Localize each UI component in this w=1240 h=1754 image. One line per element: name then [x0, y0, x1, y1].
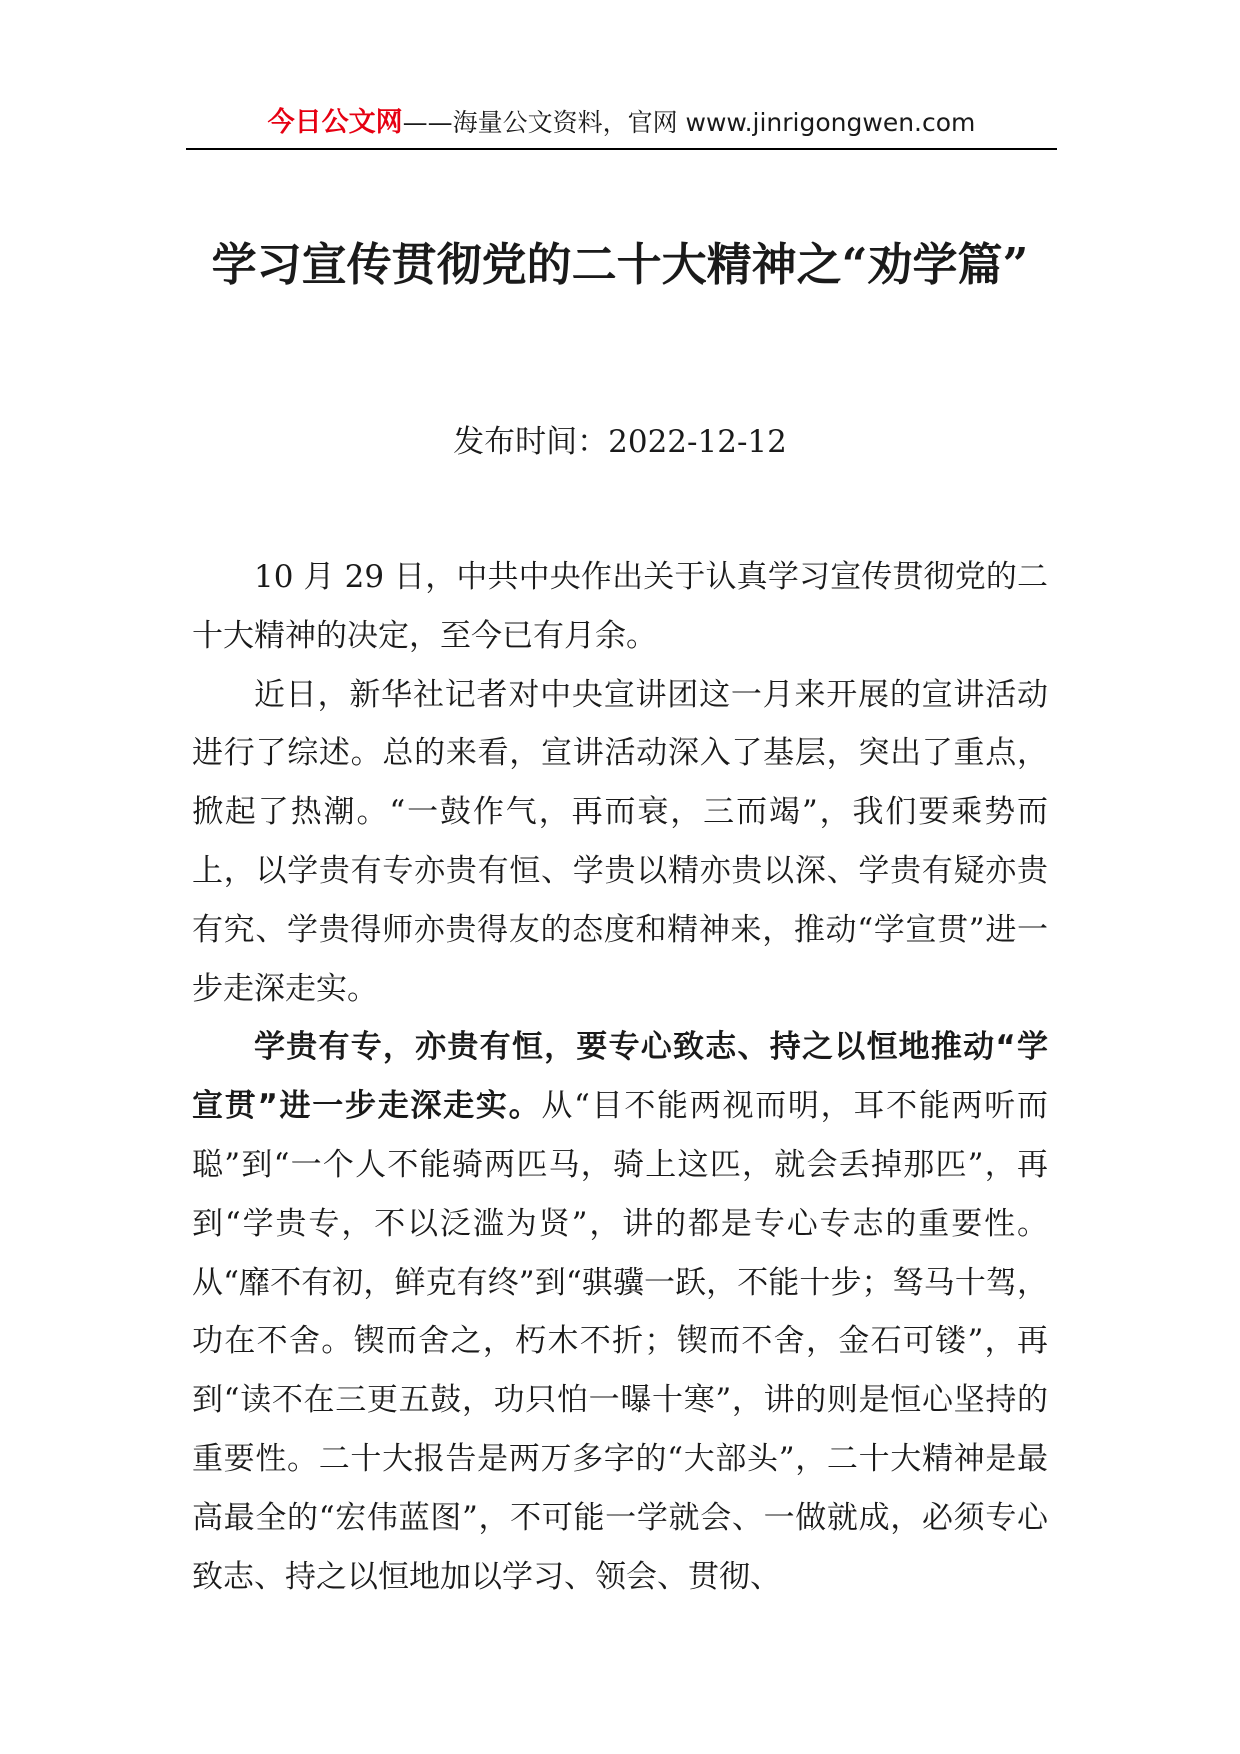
paragraph — [192, 666, 1048, 1019]
paragraph — [192, 548, 1048, 666]
paragraph-text: 10 月 29 日，中共中央作出关于认真学习宣传贯彻党的二十大精神的决定，至今已有月余。 — [192, 559, 1048, 654]
paragraph-text: 从“目不能两视而明，耳不能两听而聪”到“一个人不能骑两匹马，骑上这匹，就会丢掉那匹”，再到“学贵专，不以泛滥为贤”，讲的都是专心专志的重要性。从“靡不有初，鲜克有终”到“骐骥一跃，不能十步；驽马十驾，功在不舍。锲而舍之，朽木不折；锲而不舍，金石可镂”，再到“读不在三更五鼓，功只怕一曝十寒”，讲的则是恒心坚持的重要性。二十大报告是两万多字的“大部头”，二十大精神是最高最全的“宏伟蓝图”，不可能一学就会、一做就成，必须专心致志、持之以恒地加以学习、领会、贯彻、 — [192, 1088, 1048, 1595]
paragraph-text: 近日，新华社记者对中央宣讲团这一月来开展的宣讲活动进行了综述。总的来看，宣讲活动深入了基层，突出了重点，掀起了热潮。“一鼓作气，再而衰，三而竭”，我们要乘势而上，以学贵有专亦贵有恒、学贵以精亦贵以深、学贵有疑亦贵有究、学贵得师亦贵得友的态度和精神来，推动“学宣贯”进一步走深走实。 — [192, 676, 1048, 1007]
header-divider — [186, 148, 1057, 150]
paragraph-lead-sentence: 学贵有专，亦贵有恒，要专心致志、持之以恒地推动“学宣贯”进一步走深走实。 — [192, 1029, 1048, 1125]
paragraph — [192, 1018, 1048, 1606]
document-body — [192, 548, 1048, 1606]
site-brand: 今日公文网 — [267, 107, 403, 138]
document-title: 学习宣传贯彻党的二十大精神之“劝学篇” — [211, 238, 1029, 291]
site-tagline: ——海量公文资料，官网 www.jinrigongwen.com — [402, 108, 976, 137]
publish-date: 发布时间：2022-12-12 — [453, 424, 787, 460]
site-header — [186, 100, 1057, 146]
